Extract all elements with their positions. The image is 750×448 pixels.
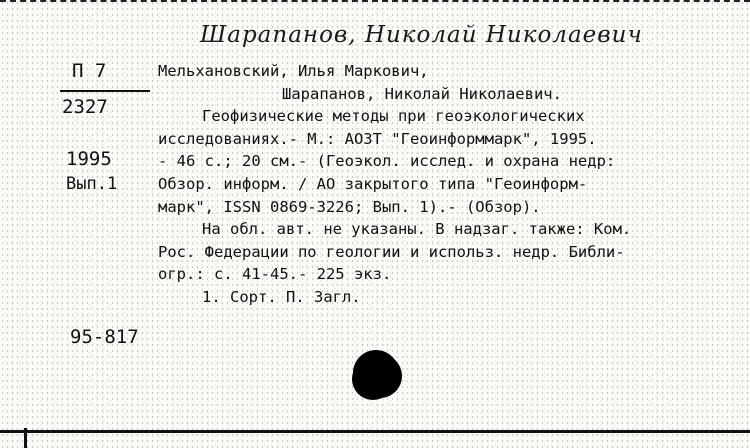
series-line: Обзор. информ. / АО закрытого типа "Геоинформ- bbox=[158, 174, 588, 193]
note-line: На обл. авт. не указаны. В надзаг. также: Ком. bbox=[202, 220, 632, 239]
card-top-border bbox=[0, 0, 750, 6]
call-issue: Вып.1 bbox=[66, 174, 118, 194]
bibliography-line: огр.: с. 41-45.- 225 экз. bbox=[158, 265, 392, 284]
note-continued-line: Рос. Федерации по геологии и использ. недр. Библи- bbox=[158, 242, 625, 261]
publication-line: исследованиях.- М.: АОЗТ "Геоинформмарк", 1995. bbox=[158, 129, 597, 148]
bibliographic-entry bbox=[158, 60, 748, 309]
series-issn-line: марк", ISSN 0869-3226; Вып. 1).- (Обзор). bbox=[158, 197, 541, 216]
coauthor-line: Шарапанов, Николай Николаевич. bbox=[282, 84, 562, 103]
call-year: 1995 bbox=[66, 148, 112, 170]
punch-hole bbox=[353, 350, 399, 396]
call-number-rule bbox=[60, 90, 150, 92]
accession-number: 95-817 bbox=[70, 326, 139, 348]
card-bottom-border bbox=[0, 430, 750, 433]
title-line: Геофизические методы при геоэкологических bbox=[202, 107, 585, 126]
call-code: П 7 bbox=[72, 60, 107, 82]
author-line: Мельхановский, Илья Маркович, bbox=[158, 62, 429, 80]
call-number: 2327 bbox=[62, 96, 108, 118]
handwritten-heading: Шарапанов, Николай Николаевич bbox=[200, 22, 643, 48]
physical-description-line: - 46 с.; 20 см.- (Геоэкол. исслед. и охрана недр: bbox=[158, 152, 616, 171]
tracing-line: 1. Сорт. П. Загл. bbox=[202, 287, 361, 306]
card-left-edge bbox=[24, 428, 27, 448]
